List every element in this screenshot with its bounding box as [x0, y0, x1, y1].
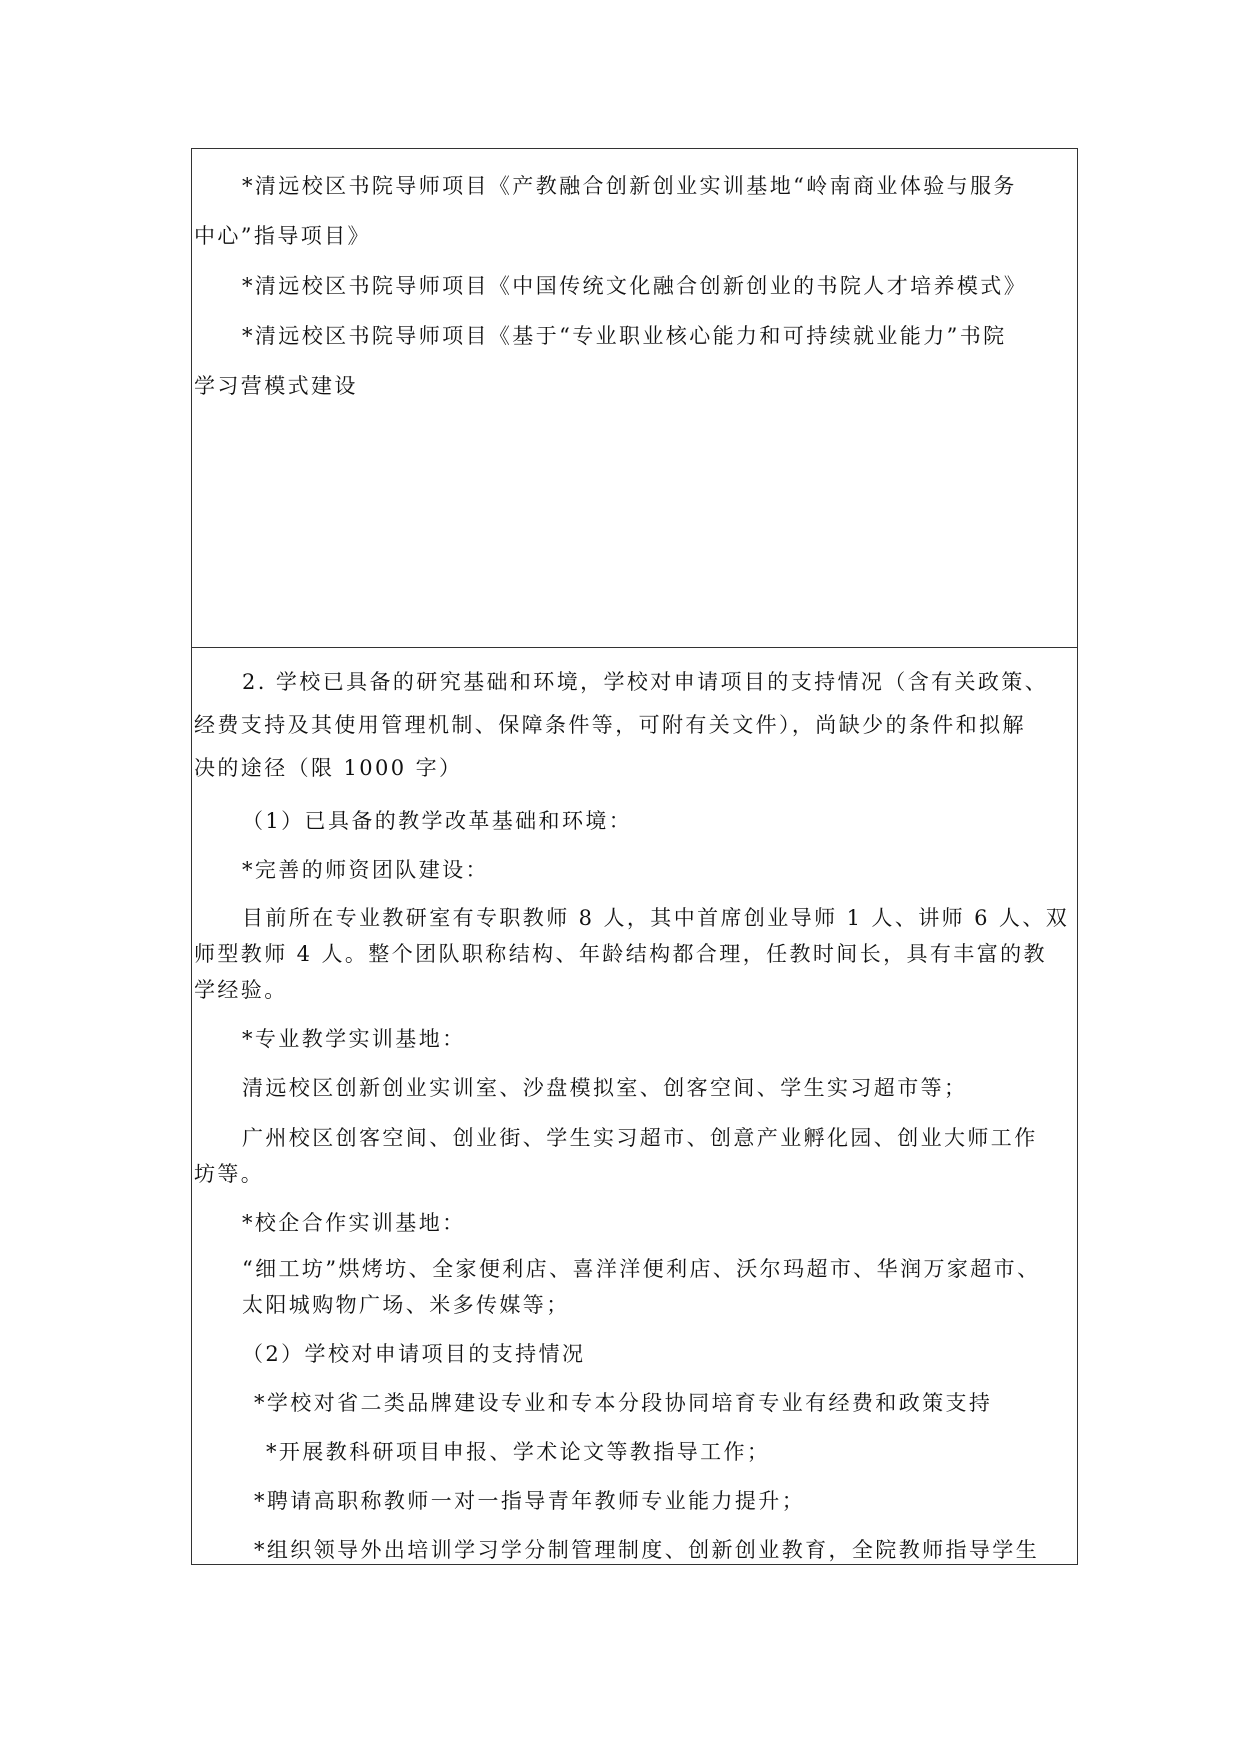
faculty-text-line-1: 目前所在专业教研室有专职教师 8 人，其中首席创业导师 1 人、讲师 6 人、双 — [242, 906, 1070, 930]
part2-title: （2）学校对申请项目的支持情况 — [242, 1342, 586, 1366]
part1-title: （1）已具备的教学改革基础和环境： — [242, 809, 633, 833]
section-projects — [192, 161, 1077, 411]
support-item-3: *聘请高职称教师一对一指导青年教师专业能力提升； — [254, 1489, 806, 1513]
project-item-1-line-1: *清远校区书院导师项目《产教融合创新创业实训基地“岭南商业体验与服务 — [242, 174, 1017, 198]
section-heading-line-2: 经费支持及其使用管理机制、保障条件等，可附有关文件），尚缺少的条件和拟解 — [194, 713, 1026, 737]
support-item-1: *学校对省二类品牌建设专业和专本分段协同培育专业有经费和政策支持 — [254, 1391, 993, 1415]
coop-title: *校企合作实训基地： — [242, 1211, 466, 1235]
coop-text-line-2: 太阳城购物广场、米多传媒等； — [242, 1293, 570, 1317]
section-research-basis — [192, 661, 1077, 1572]
section-heading-line-3: 决的途径（限 1000 字） — [194, 756, 463, 780]
section-heading-line-1: 2. 学校已具备的研究基础和环境，学校对申请项目的支持情况（含有关政策、 — [242, 670, 1049, 694]
faculty-title: *完善的师资团队建设： — [242, 858, 489, 882]
base-guangzhou-line-2: 坊等。 — [194, 1162, 265, 1186]
base-title: *专业教学实训基地： — [242, 1027, 466, 1051]
faculty-text-line-2: 师型教师 4 人。整个团队职称结构、年龄结构都合理，任教时间长，具有丰富的教 — [194, 942, 1047, 966]
support-item-2: *开展教科研项目申报、学术论文等教指导工作； — [266, 1440, 771, 1464]
project-item-3-line-2: 学习营模式建设 — [194, 374, 358, 398]
base-guangzhou-line-1: 广州校区创客空间、创业街、学生实习超市、创意产业孵化园、创业大师工作 — [242, 1126, 1038, 1150]
faculty-text-line-3: 学经验。 — [194, 978, 288, 1002]
project-item-2: *清远校区书院导师项目《中国传统文化融合创新创业的书院人才培养模式》 — [242, 274, 1028, 298]
project-item-1-line-2: 中心”指导项目》 — [194, 224, 371, 248]
row-divider — [192, 647, 1077, 648]
form-table — [191, 148, 1078, 1565]
coop-text-line-1: “细工坊”烘烤坊、全家便利店、喜洋洋便利店、沃尔玛超市、华润万家超市、 — [242, 1257, 1041, 1281]
base-qingyuan: 清远校区创新创业实训室、沙盘模拟室、创客空间、学生实习超市等； — [242, 1076, 968, 1100]
support-item-4: *组织领导外出培训学习学分制管理制度、创新创业教育，全院教师指导学生 — [254, 1538, 1040, 1562]
project-item-3-line-1: *清远校区书院导师项目《基于“专业职业核心能力和可持续就业能力”书院 — [242, 324, 1007, 348]
